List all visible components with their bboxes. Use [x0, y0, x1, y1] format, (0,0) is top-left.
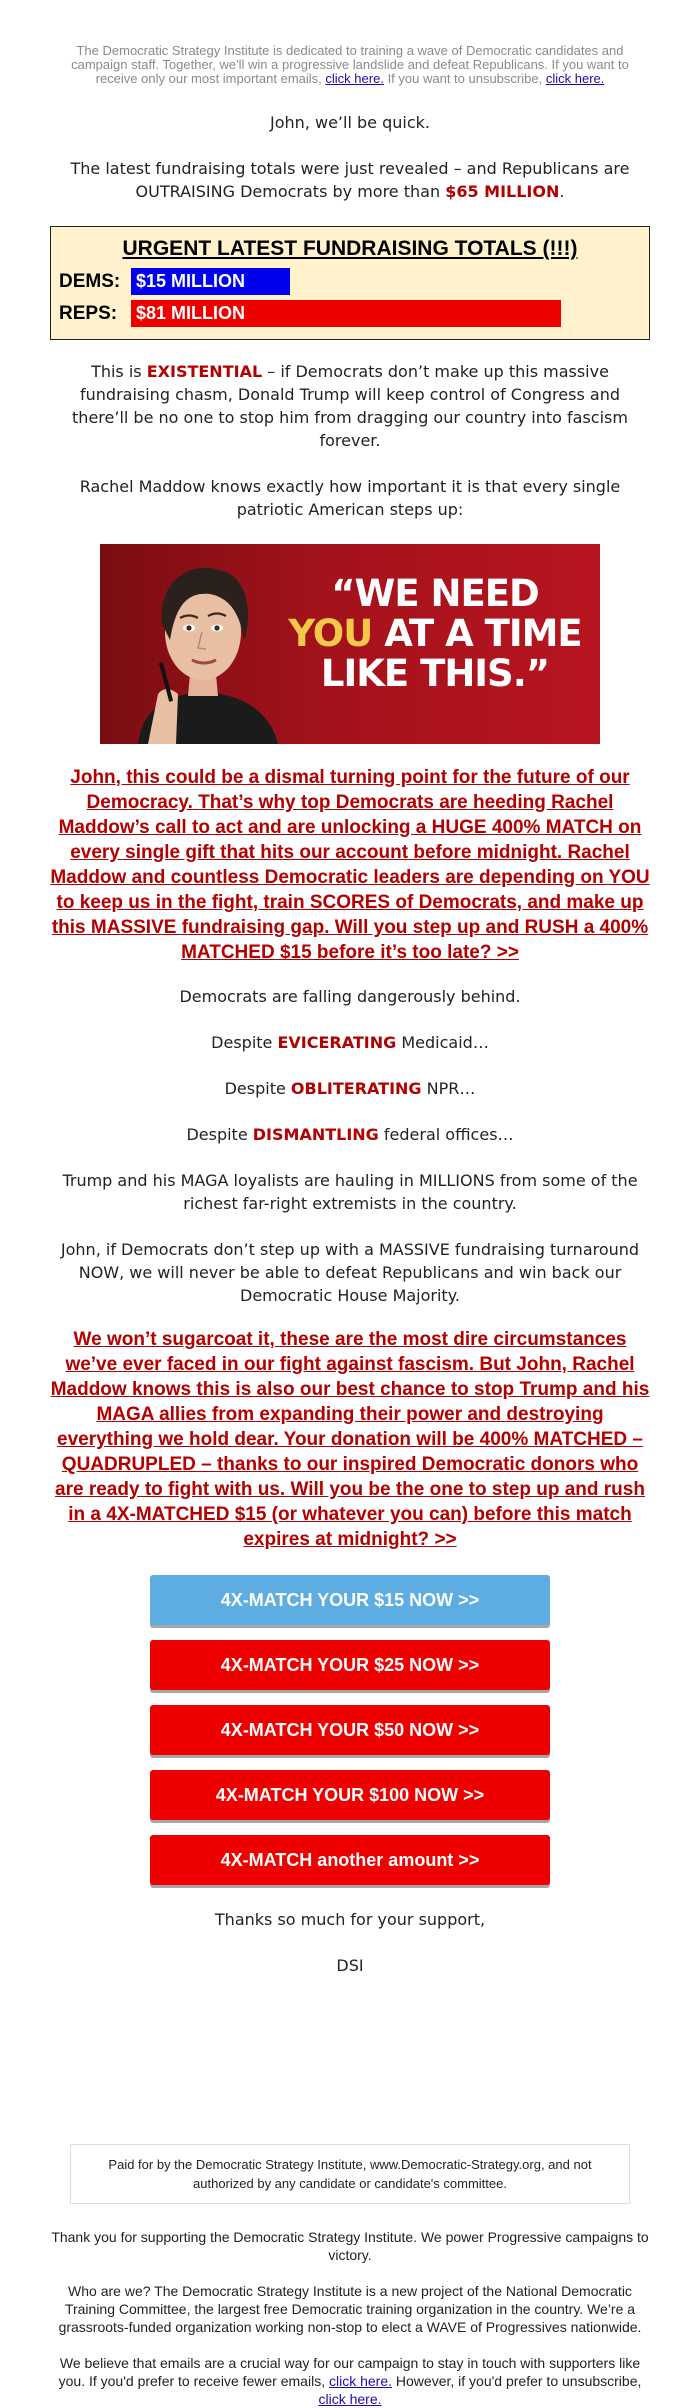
falling-behind: Democrats are falling dangerously behind.	[179, 987, 521, 1006]
rachel-maddow-portrait-icon	[118, 544, 288, 744]
maddow-quote-image[interactable]	[100, 544, 600, 744]
signoff: DSI	[336, 1956, 364, 1975]
despite-federal: Despite DISMANTLING federal offices…	[186, 1125, 514, 1144]
donate-25-button[interactable]: 4X-MATCH YOUR $25 NOW >>	[150, 1640, 550, 1690]
preheader	[50, 0, 650, 86]
existential-paragraph	[50, 360, 650, 452]
fundraising-totals-box	[50, 226, 650, 340]
totals-bar-reps: $81 MILLION	[131, 300, 561, 327]
existential-word: EXISTENTIAL	[146, 362, 263, 381]
footer-who-we-are: Who are we? The Democratic Strategy Institute is a new project of the National Democratic Training Committee, the largest free Democratic training organization in the country. We’re a grassroots-funded organization working non-stop to elect a WAVE of Progressives nationwide.	[58, 2283, 642, 2335]
existential-post: – if Democrats don’t make up this massive fundraising chasm, Donald Trump will keep control of Congress and there’ll be no one to stop him from dragging our country into fascism forever.	[72, 362, 628, 450]
greeting: John, we’ll be quick.	[270, 113, 430, 132]
footer-unsubscribe-link[interactable]: click here.	[318, 2391, 382, 2407]
donate-buttons	[50, 1575, 650, 1885]
despite-npr: Despite OBLITERATING NPR…	[224, 1079, 476, 1098]
quote-text	[280, 574, 590, 694]
despite-word-3: DISMANTLING	[252, 1125, 379, 1144]
existential-pre: This is	[91, 362, 142, 381]
totals-bar-dems: $15 MILLION	[131, 268, 290, 295]
intro-end: .	[559, 182, 565, 201]
turnaround-paragraph: John, if Democrats don’t step up with a MASSIVE fundraising turnaround NOW, we will never be able to defeat Republicans and win back our Democratic House Majority.	[60, 1240, 640, 1305]
intro-paragraph	[50, 157, 650, 203]
maga-paragraph: Trump and his MAGA loyalists are hauling in MILLIONS from some of the richest far-right extremists in the country.	[62, 1171, 638, 1213]
donate-link-2[interactable]: We won’t sugarcoat it, these are the most dire circumstances we’ve ever faced in our fight against fascism. But John, Rachel Maddow knows this is also our best chance to stop Trump and his MAGA allies from expanding their power and destroying everything we hold dear. Your donation will be 400% MATCHED – QUADRUPLED – thanks to our inspired Democratic donors who are ready to fight with us. Will you be the one to step up and rush in a 4X-MATCHED $15 (or whatever you can) before this match expires at midnight? >>	[50, 1329, 650, 1550]
preheader-middle-text: If you want to unsubscribe,	[387, 71, 543, 86]
quote-line-2-rest: AT A TIME	[384, 612, 582, 655]
totals-label-reps: REPS:	[59, 302, 118, 324]
totals-row-reps	[59, 299, 641, 328]
maddow-intro: Rachel Maddow knows exactly how important it is that every single patriotic American steps up:	[79, 477, 621, 519]
quote-line-3: LIKE THIS.”	[320, 652, 550, 695]
despite-word-1: EVICERATING	[277, 1033, 397, 1052]
paid-for-disclaimer	[70, 2144, 630, 2204]
preheader-text: The Democratic Strategy Institute is dedicated to training a wave of Democratic candidates and campaign staff. Together, we'll win a progressive landslide and defeat Republicans. If you want to receive only our most important emails,	[71, 43, 629, 86]
intro-text: The latest fundraising totals were just revealed – and Republicans are OUTRAISING Democrats by more than	[70, 159, 630, 201]
donate-100-button[interactable]: 4X-MATCH YOUR $100 NOW >>	[150, 1770, 550, 1820]
despite-medicaid: Despite EVICERATING Medicaid…	[211, 1033, 489, 1052]
intro-amount: $65 MILLION	[445, 182, 560, 201]
quote-line-1: “WE NEED	[331, 572, 539, 615]
donate-50-button[interactable]: 4X-MATCH YOUR $50 NOW >>	[150, 1705, 550, 1755]
thanks-line: Thanks so much for your support,	[214, 1910, 486, 1929]
totals-row-dems	[59, 267, 641, 296]
donate-link-1[interactable]: John, this could be a dismal turning point for the future of our Democracy. That’s why top Democrats are heeding Rachel Maddow’s call to act and are unlocking a HUGE 400% MATCH on every single gift that hits our account before midnight. Rachel Maddow and countless Democratic leaders are depending on YOU to keep us in the fight, train SCORES of Democrats, and make up this MASSIVE fundraising gap. Will you step up and RUSH a 400% MATCHED $15 before it’s too late? >>	[50, 767, 650, 963]
email-body	[50, 0, 650, 2408]
donate-15-button[interactable]: 4X-MATCH YOUR $15 NOW >>	[150, 1575, 550, 1625]
despite-word-2: OBLITERATING	[290, 1079, 422, 1098]
preheader-unsubscribe-link[interactable]: click here.	[545, 71, 605, 86]
footer-email-preferences: We believe that emails are a crucial way for our campaign to stay in touch with supporters like you. If you'd prefer to receive fewer emails, click here. However, if you'd prefer to unsubscribe, click here.	[58, 2355, 642, 2407]
footer-fewer-emails-link[interactable]: click here.	[328, 2373, 393, 2389]
quote-line-2-gold: YOU	[288, 612, 373, 655]
totals-title: URGENT LATEST FUNDRAISING TOTALS (!!!)	[122, 237, 578, 260]
totals-label-dems: DEMS:	[59, 270, 121, 292]
paid-for-text: Paid for by the Democratic Strategy Institute, www.Democratic-Strategy.org, and not authorized by any candidate or candidate's committee.	[108, 2157, 592, 2191]
footer-thank-you: Thank you for supporting the Democratic Strategy Institute. We power Progressive campaigns to victory.	[51, 2229, 649, 2263]
donate-other-amount-button[interactable]: 4X-MATCH another amount >>	[150, 1835, 550, 1885]
preheader-important-emails-link[interactable]: click here.	[325, 71, 384, 86]
